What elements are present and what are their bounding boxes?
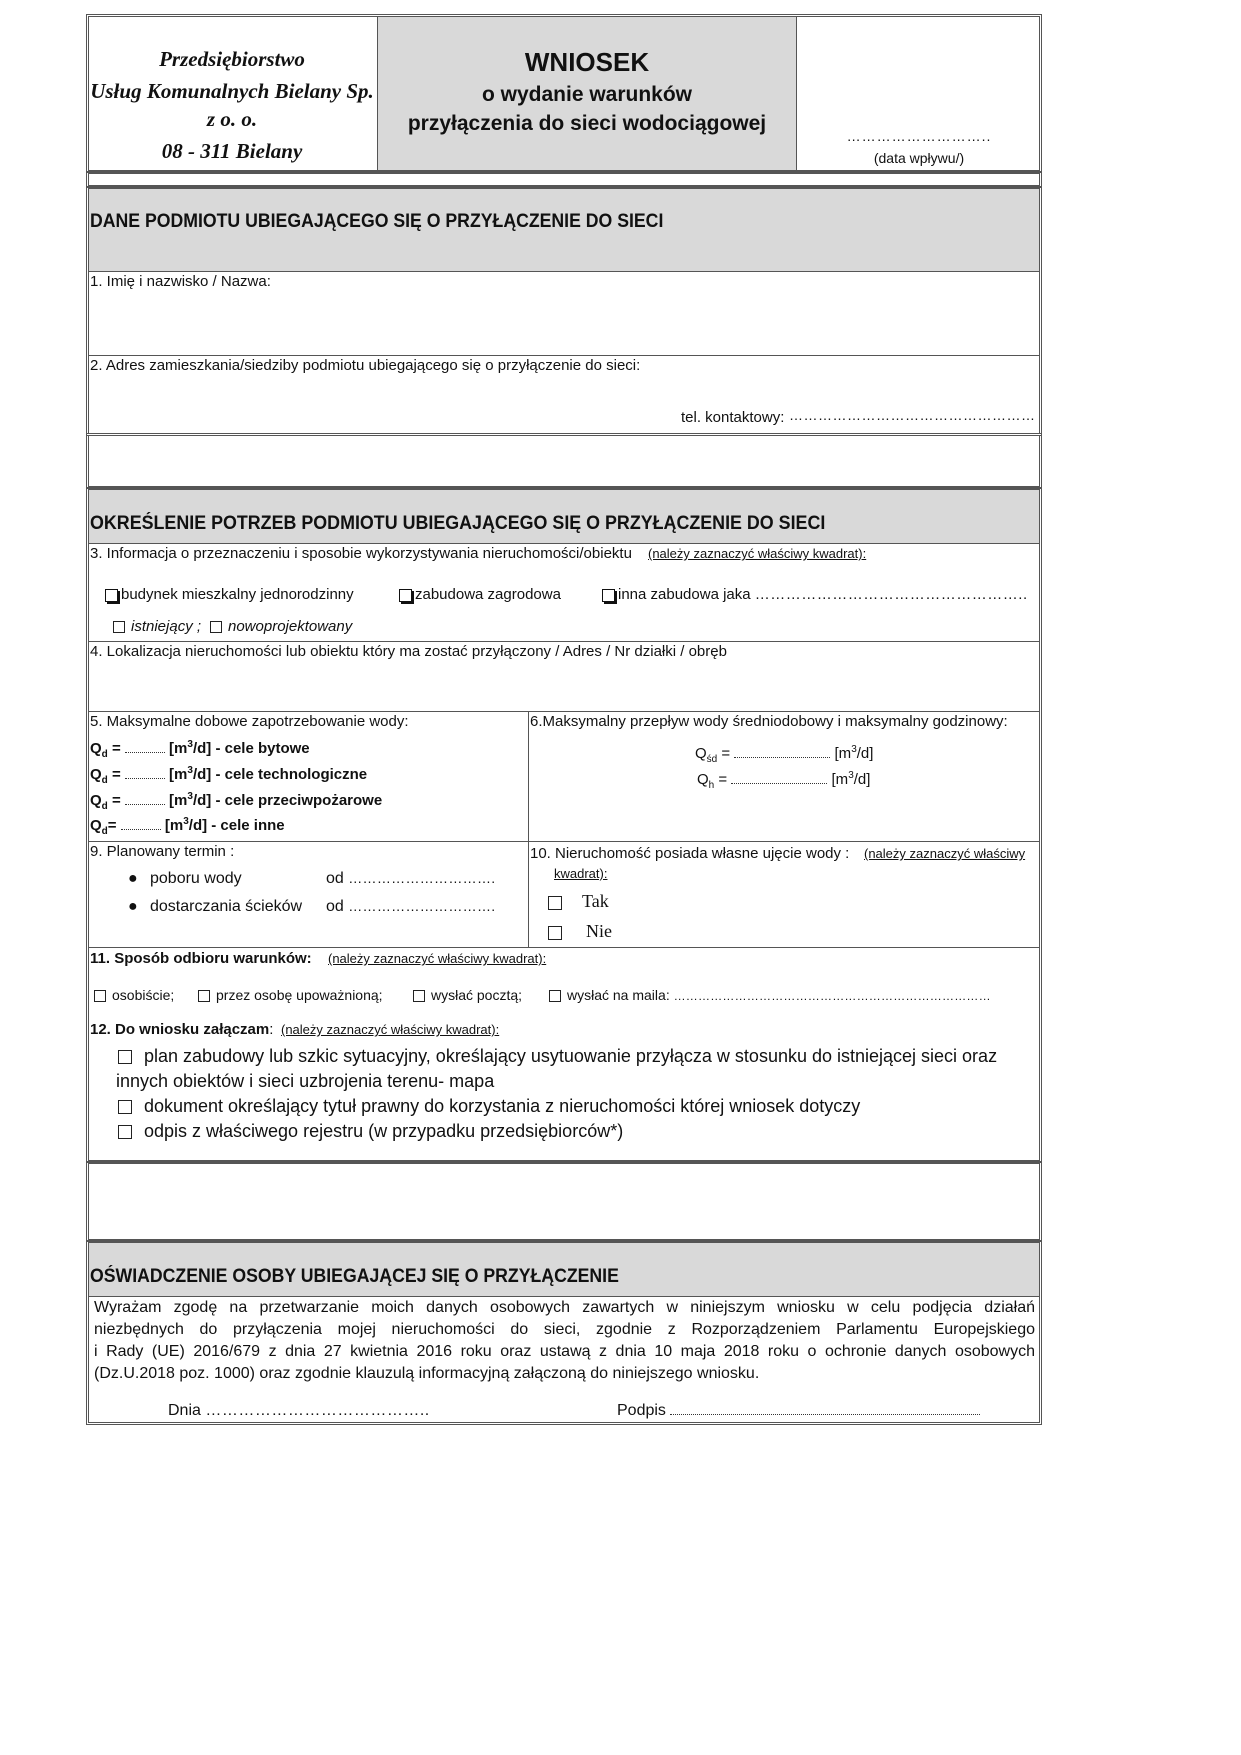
section-1-heading: DANE PODMIOTU UBIEGAJĄCEGO SIĘ O PRZYŁĄCZENIE DO SIECI [90, 211, 664, 232]
q11-option-post[interactable]: wysłać pocztą; [413, 987, 522, 1003]
q3-other-input[interactable]: …………………………………………….. [754, 586, 1028, 603]
q10-label: 10. Nieruchomość posiada własne ujęcie wody : [530, 845, 850, 862]
q9-sewage-input[interactable]: …………………………. [348, 898, 496, 914]
q5-row-fire: $Q_d = [m^3/d]$ - cele przeciwpożarowe [90, 791, 383, 812]
q3-status-existing[interactable] [113, 618, 201, 635]
q6-label: 6.Maksymalny przepływ wody średniodobowy i maksymalny godzinowy: [530, 713, 1008, 730]
checkbox-icon[interactable] [413, 990, 425, 1002]
q3-option-farm[interactable] [399, 586, 561, 603]
q12-option-plan-label: plan zabudowy lub szkic sytuacyjny, określający usytuowanie przyłącza w stosunku do istniejącej sieci oraz [144, 1046, 998, 1066]
address-field-label: 2. Adres zamieszkania/siedziby podmiotu ubiegającego się o przyłączenie do sieci: [90, 357, 641, 374]
q9-row-water: ● poboru wody od …………………………. [128, 870, 496, 887]
q9-label: 9. Planowany termin : [90, 843, 235, 860]
q12-option-register-label: odpis z właściwego rejestru (w przypadku przedsiębiorców*) [144, 1121, 624, 1141]
name-field-label: 1. Imię i nazwisko / Nazwa: [90, 273, 271, 290]
checkbox-icon[interactable] [118, 1050, 132, 1064]
q12-option-plan[interactable] [118, 1046, 997, 1067]
q10-hint-b: kwadrat): [554, 866, 608, 881]
company-name-line-3: z o. o. [206, 107, 258, 131]
name-input[interactable] [90, 292, 1035, 352]
q12-option-register[interactable] [118, 1121, 623, 1142]
company-name-line-2: Usług Komunalnych Bielany Sp. [90, 79, 374, 103]
q10-option-no-label: Nie [586, 921, 612, 941]
consent-signature: Podpis [617, 1402, 980, 1420]
q5-label: 5. Maksymalne dobowe zapotrzebowanie wody: [90, 713, 409, 730]
q3-hint: (należy zaznaczyć właściwy kwadrat): [648, 546, 867, 561]
q5-row-living: $Q_d = [m^3/d]$ - cele bytowe [90, 739, 310, 760]
q3-status-existing-label: istniejący ; [131, 618, 202, 635]
q4-label: 4. Lokalizacja nieruchomości lub obiektu który ma zostać przyłączony / Adres / Nr działki / obręb [90, 643, 727, 660]
q5-living-input[interactable] [125, 740, 165, 753]
q11-hint: (należy zaznaczyć właściwy kwadrat): [328, 951, 547, 966]
q5-row-technological: $Q_d = [m^3/d]$ - cele technologiczne [90, 765, 368, 786]
q10-option-no[interactable] [548, 921, 612, 942]
consent-date: Dnia ………………………………….. [168, 1402, 430, 1419]
q5-fire-input[interactable] [125, 792, 165, 805]
q6-hourly-input[interactable] [731, 771, 827, 784]
q12-option-title-deed[interactable] [118, 1096, 860, 1117]
q3-option-house-label: budynek mieszkalny jednorodzinny [121, 586, 354, 603]
receipt-date-field[interactable]: ……………………….. [846, 128, 992, 144]
q12-hint: (należy zaznaczyć właściwy kwadrat): [281, 1022, 500, 1037]
phone-label: tel. kontaktowy: [681, 409, 785, 426]
page-title: WNIOSEK [524, 47, 650, 77]
checkbox-icon[interactable] [118, 1125, 132, 1139]
spacer-block-2 [86, 1161, 1042, 1242]
location-input[interactable] [90, 662, 1035, 708]
q3-option-other-label: inna zabudowa jaka [618, 586, 751, 603]
q11-label: 11. Sposób odbioru warunków: [90, 950, 312, 967]
checkbox-icon[interactable] [94, 990, 106, 1002]
bullet-icon: ● [128, 898, 138, 915]
consent-date-input[interactable]: ………………………………….. [205, 1402, 430, 1419]
q9-water-input[interactable]: …………………………. [348, 870, 496, 886]
q6-row-hourly: $Q_h = [m^3/d]$ [697, 770, 871, 791]
checkbox-icon[interactable] [399, 589, 412, 602]
checkbox-icon[interactable] [549, 990, 561, 1002]
page-subtitle-line-2: przyłączenia do sieci wodociągowej [407, 112, 767, 135]
page-subtitle-line-1: o wydanie warunków [481, 83, 693, 106]
checkbox-icon[interactable] [113, 621, 125, 633]
q12-option-title-deed-label: dokument określający tytuł prawny do korzystania z nieruchomości której wniosek dotyczy [144, 1096, 861, 1116]
q11-option-personal[interactable]: osobiście; [94, 987, 174, 1003]
q3-status-new[interactable] [210, 618, 352, 635]
q10-option-yes[interactable] [548, 891, 609, 912]
q5-other-input[interactable] [121, 817, 161, 830]
q3-status-new-label: nowoprojektowany [228, 618, 353, 635]
q3-option-other[interactable] [602, 586, 1028, 603]
q12-label: 12. Do wniosku załączam: [90, 1021, 274, 1038]
q9-row-sewage: ● dostarczania ścieków od …………………………. [128, 898, 496, 915]
q11-option-proxy[interactable]: przez osobę upoważnioną; [198, 987, 383, 1003]
checkbox-icon[interactable] [602, 589, 615, 602]
q5-row-other: $Q_d= [m^3/d]$ - cele inne [90, 816, 285, 837]
consent-text: Wyrażam zgodę na przetwarzanie moich danych osobowych zawartych w niniejszym wniosku w celu podjęcia działań niezbędnych do przyłączenia mojej nieruchomości do sieci, zgodnie z Rozporządzeniem Parlamentu Europejskiego i Rady (UE) 2016/679 z dnia 27 kwietnia 2016 roku oraz ustawą z dnia 10 maja 2018 roku o ochronie danych osobowych (Dz.U.2018 poz. 1000) oraz zgodnie klauzulą informacyjną załączoną do niniejszego wniosku. [94, 1299, 1035, 1382]
address-input[interactable] [90, 376, 670, 428]
q6-avg-input[interactable] [734, 745, 830, 758]
q3-label: 3. Informacja o przeznaczeniu i sposobie wykorzystywania nieruchomości/obiektu [90, 545, 632, 562]
section-2-heading: OKREŚLENIE POTRZEB PODMIOTU UBIEGAJĄCEGO SIĘ O PRZYŁĄCZENIE DO SIECI [90, 513, 826, 534]
receipt-date-label: (data wpływu/) [873, 150, 965, 166]
phone-input[interactable]: …………………………………………… [789, 407, 1036, 423]
checkbox-icon[interactable] [198, 990, 210, 1002]
q11-option-email[interactable]: wysłać na maila: …………………………………………………………………… [549, 987, 991, 1003]
bullet-icon: ● [128, 870, 138, 887]
q3-option-farm-label: zabudowa zagrodowa [415, 586, 561, 603]
q10-option-yes-label: Tak [582, 891, 609, 911]
spacer-block-1 [86, 433, 1042, 489]
q6-row-avg: $Q_{śd} = [m^3/d]$ [695, 744, 874, 765]
company-name-line-1: Przedsiębiorstwo [159, 47, 305, 71]
q11-email-input[interactable]: …………………………………………………………………… [673, 989, 991, 1003]
q3-option-house[interactable] [105, 586, 354, 603]
checkbox-icon[interactable] [210, 621, 222, 633]
q5-technological-input[interactable] [125, 766, 165, 779]
checkbox-icon[interactable] [548, 926, 562, 940]
signature-input[interactable] [670, 1402, 980, 1415]
company-address: 08 - 311 Bielany [161, 139, 303, 163]
section-3-heading: OŚWIADCZENIE OSOBY UBIEGAJĄCEJ SIĘ O PRZYŁĄCZENIE [90, 1266, 619, 1287]
checkbox-icon[interactable] [105, 589, 118, 602]
q10-hint-a: (należy zaznaczyć właściwy [864, 846, 1026, 861]
q12-option-plan-continued: innych obiektów i sieci uzbrojenia terenu- mapa [116, 1071, 495, 1091]
checkbox-icon[interactable] [548, 896, 562, 910]
checkbox-icon[interactable] [118, 1100, 132, 1114]
